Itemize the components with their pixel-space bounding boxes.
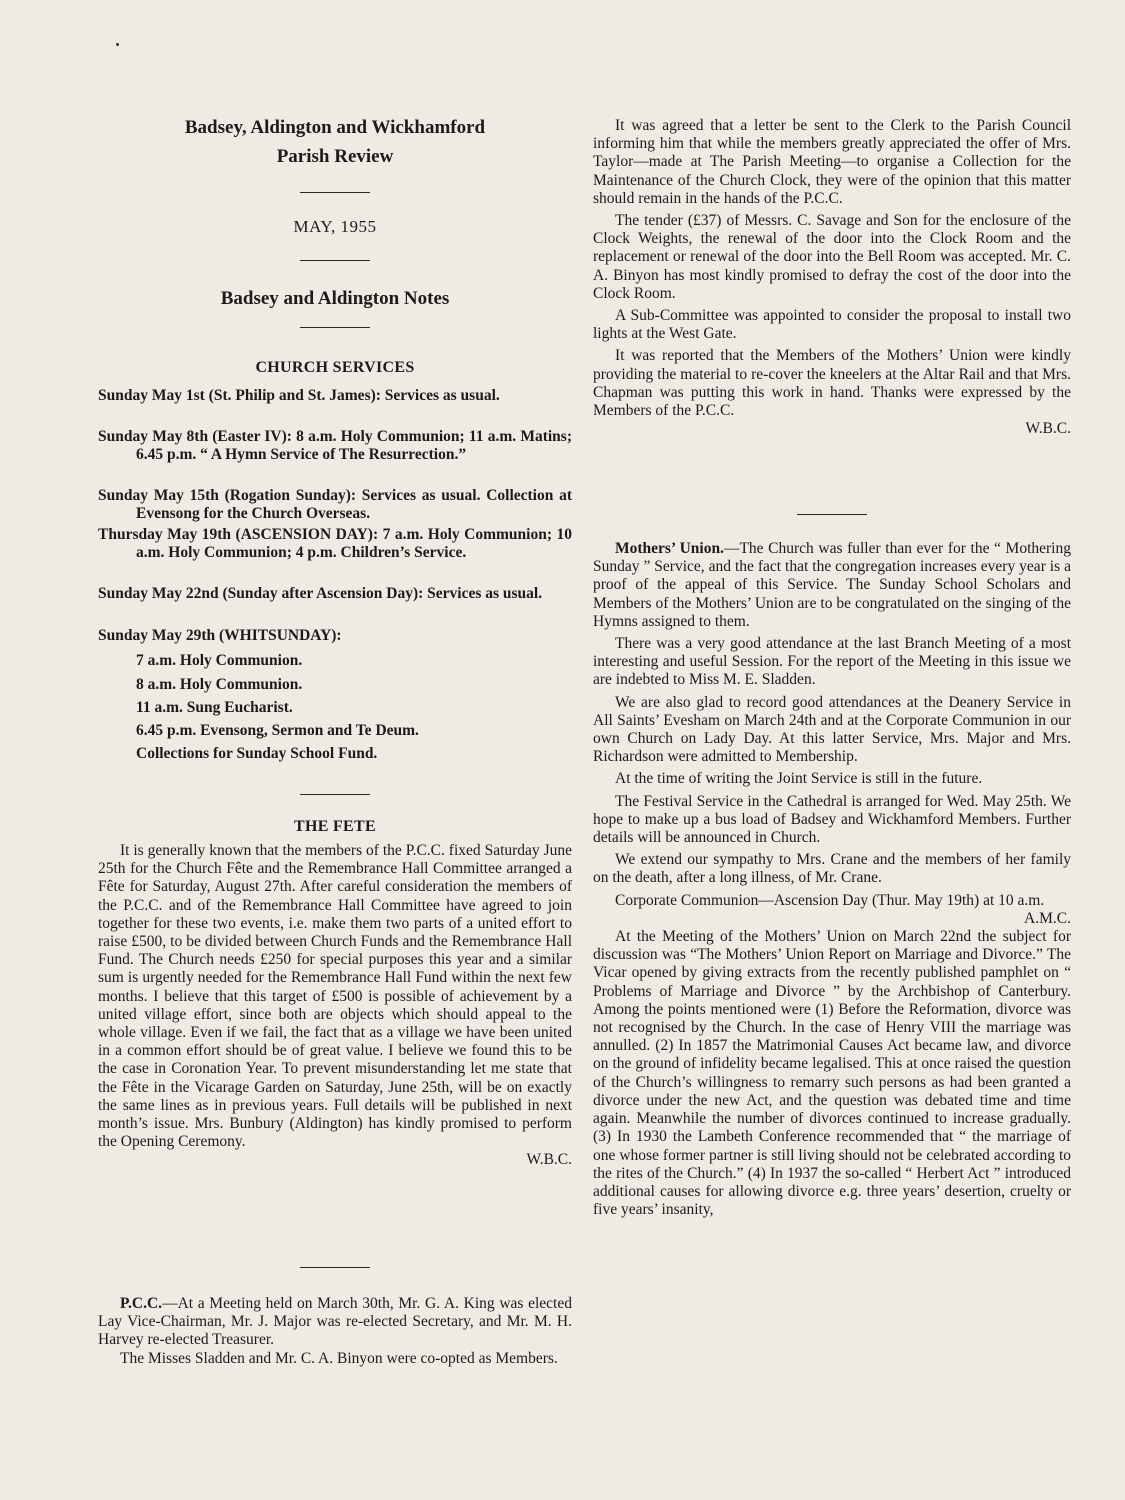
mothers-union-body: —The Church was fuller than ever for the “ Mothering Sunday ” Service, and the fact that the congregation increases every year is a proof of the appeal of this Service. The Sunday School Scholars and Members of the Mothers’ Union are to be congratulated on the singing of the Hymns assigned to them. — [593, 540, 1071, 630]
service-entry: Sunday May 8th (Easter IV): 8 a.m. Holy Communion; 11 a.m. Matins; 6.45 p.m. “ A Hymn Service of The Resurrection.” — [98, 428, 572, 463]
paragraph: We are also glad to record good attendances at the Deanery Service in All Saints’ Evesham on March 24th and at the Corporate Communion in our own Church on Lady Day. At this latter Service, Mrs. Major and Mrs. Richardson were admitted to Membership. — [593, 693, 1071, 766]
signature: A.M.C. — [1024, 909, 1071, 927]
whitsunday-item: 7 a.m. Holy Communion. — [136, 652, 303, 669]
paragraph: We extend our sympathy to Mrs. Crane and the members of her family on the death, after a long illness, of Mr. Crane. — [593, 851, 1071, 887]
paragraph: A Sub-Committee was appointed to consider the proposal to install two lights at the West Gate. — [593, 307, 1071, 343]
section-title: Badsey and Aldington Notes — [220, 288, 450, 309]
divider — [300, 327, 370, 328]
mothers-union-article — [593, 540, 1071, 1219]
whitsunday-item: Collections for Sunday School Fund. — [136, 745, 378, 762]
pcc-lead: P.C.C. — [120, 1295, 163, 1312]
service-entry: Thursday May 19th (ASCENSION DAY): 7 a.m. Holy Communion; 10 a.m. Holy Communion; 4 p.m. Children’s Service. — [98, 526, 572, 561]
paragraph: There was a very good attendance at the last Branch Meeting of a most interesting and useful Session. For the report of the Meeting in this issue we are indebted to Miss M. E. Sladden. — [593, 635, 1071, 689]
paragraph: It was reported that the Members of the Mothers’ Union were kindly providing the material to re-cover the kneelers at the Altar Rail and that Mrs. Chapman was putting this work in hand. Thanks were expressed by the Members of the P.C.C. — [593, 347, 1071, 420]
divider — [300, 192, 370, 193]
church-services-heading: CHURCH SERVICES — [255, 359, 415, 376]
paragraph: The tender (£37) of Messrs. C. Savage and Son for the enclosure of the Clock Weights, the renewal of the door into the Clock Room and the replacement or renewal of the door into the Bell Room was accepted. Mr. C. A. Binyon has most kindly promised to defray the cost of the door into the Clock Room. — [593, 212, 1071, 302]
divider — [797, 514, 867, 515]
paragraph: At the time of writing the Joint Service is still in the future. — [615, 770, 983, 788]
whitsunday-item: 6.45 p.m. Evensong, Sermon and Te Deum. — [136, 722, 419, 739]
pcc-body: —At a Meeting held on March 30th, Mr. G. A. King was elected Lay Vice-Chairman, Mr. J. Major was re-elected Secretary, and Mr. M. H. Harvey re-elected Treasurer. — [98, 1295, 572, 1349]
speck-mark — [116, 43, 119, 46]
pcc-continued — [593, 117, 1071, 438]
whitsunday-item: 11 a.m. Sung Eucharist. — [136, 699, 293, 716]
signature: W.B.C. — [1025, 420, 1071, 438]
fete-signature: W.B.C. — [526, 1151, 572, 1169]
fete-heading: THE FETE — [294, 818, 376, 835]
service-entry: Sunday May 29th (WHITSUNDAY): — [98, 627, 342, 644]
divider — [300, 260, 370, 261]
masthead-title: Badsey, Aldington and Wickhamford — [184, 117, 486, 138]
divider — [300, 1267, 370, 1268]
whitsunday-item: 8 a.m. Holy Communion. — [136, 676, 303, 693]
pcc-body-2: The Misses Sladden and Mr. C. A. Binyon were co-opted as Members. — [120, 1349, 558, 1367]
mothers-union-lead: Mothers’ Union. — [615, 540, 724, 557]
masthead-subtitle: Parish Review — [276, 146, 394, 167]
issue-date: MAY, 1955 — [293, 217, 377, 236]
divider — [300, 794, 370, 795]
fete-article — [98, 842, 572, 1170]
paragraph: It was agreed that a letter be sent to the Clerk to the Parish Council informing him that while the members greatly appreciated the offer of Mrs. Taylor—made at The Parish Meeting—to organise a Collection for the Maintenance of the Church Clock, they were of the opinion that this matter should remain in the hands of the P.C.C. — [593, 117, 1071, 207]
paragraph: Corporate Communion—Ascension Day (Thur. May 19th) at 10 a.m. — [615, 891, 1045, 909]
paragraph: The Festival Service in the Cathedral is arranged for Wed. May 25th. We hope to make up a bus load of Badsey and Wickhamford Members. Further details will be announced in Church. — [593, 792, 1071, 847]
service-entry: Sunday May 15th (Rogation Sunday): Services as usual. Collection at Evensong for the Church Overseas. — [98, 487, 572, 522]
fete-body: It is generally known that the members of the P.C.C. fixed Saturday June 25th for the Church Fête and the Remembrance Hall Committee arranged a Fête for Saturday, August 27th. After careful consideration the members of the P.C.C. and of the Remembrance Hall Committee have agreed to join together for these two events, i.e. make them two parts of a united effort to raise £500, to be divided between Church Funds and the Remembrance Hall Fund. The Church needs £250 for special purposes this year and a similar sum is urgently needed for the Remembrance Hall Fund within the next few months. I believe that this target of £500 is possible of achievement by a united village effort, since both are objects which should appeal to the whole village. Even if we fail, the fact that as a village we have been united in a common effort should be of great value. I believe we found this to be the case in Coronation Year. To prevent misunderstanding let me state that the Fête in the Vicarage Garden on Saturday, June 25th, will be on exactly the same lines as in previous years. Full details will be published in next month’s issue. Mrs. Bunbury (Aldington) has kindly promised to perform the Opening Ceremony. — [98, 842, 572, 1151]
service-entry: Sunday May 1st (St. Philip and St. James): Services as usual. — [98, 387, 500, 404]
service-entry: Sunday May 22nd (Sunday after Ascension Day): Services as usual. — [98, 585, 543, 602]
paragraph: At the Meeting of the Mothers’ Union on March 22nd the subject for discussion was “The Mothers’ Union Report on Marriage and Divorce.” The Vicar opened by giving extracts from the recently published pamphlet on “ Problems of Marriage and Divorce ” by the Archbishop of Canterbury. Among the points mentioned were (1) Before the Reformation, divorce was not recognised by the Church. In the case of Henry VIII the marriage was annulled. (2) In 1857 the Matrimonial Causes Act became law, and divorce on the ground of infidelity became legalised. This at once raised the question of the Church’s willingness to remarry such persons as had been granted a divorce under the new Act, and the question was debated time and time again. Meanwhile the number of divorces continued to increase gradually. (3) In 1930 the Lambeth Conference recommended that “ the marriage of one whose former partner is still living should not be celebrated according to the rites of the Church.” (4) In 1937 the so-called “ Herbert Act ” introduced additional causes for allowing divorce e.g. three years’ desertion, cruelty or five years’ insanity, — [593, 928, 1071, 1219]
pcc-article — [98, 1295, 572, 1368]
